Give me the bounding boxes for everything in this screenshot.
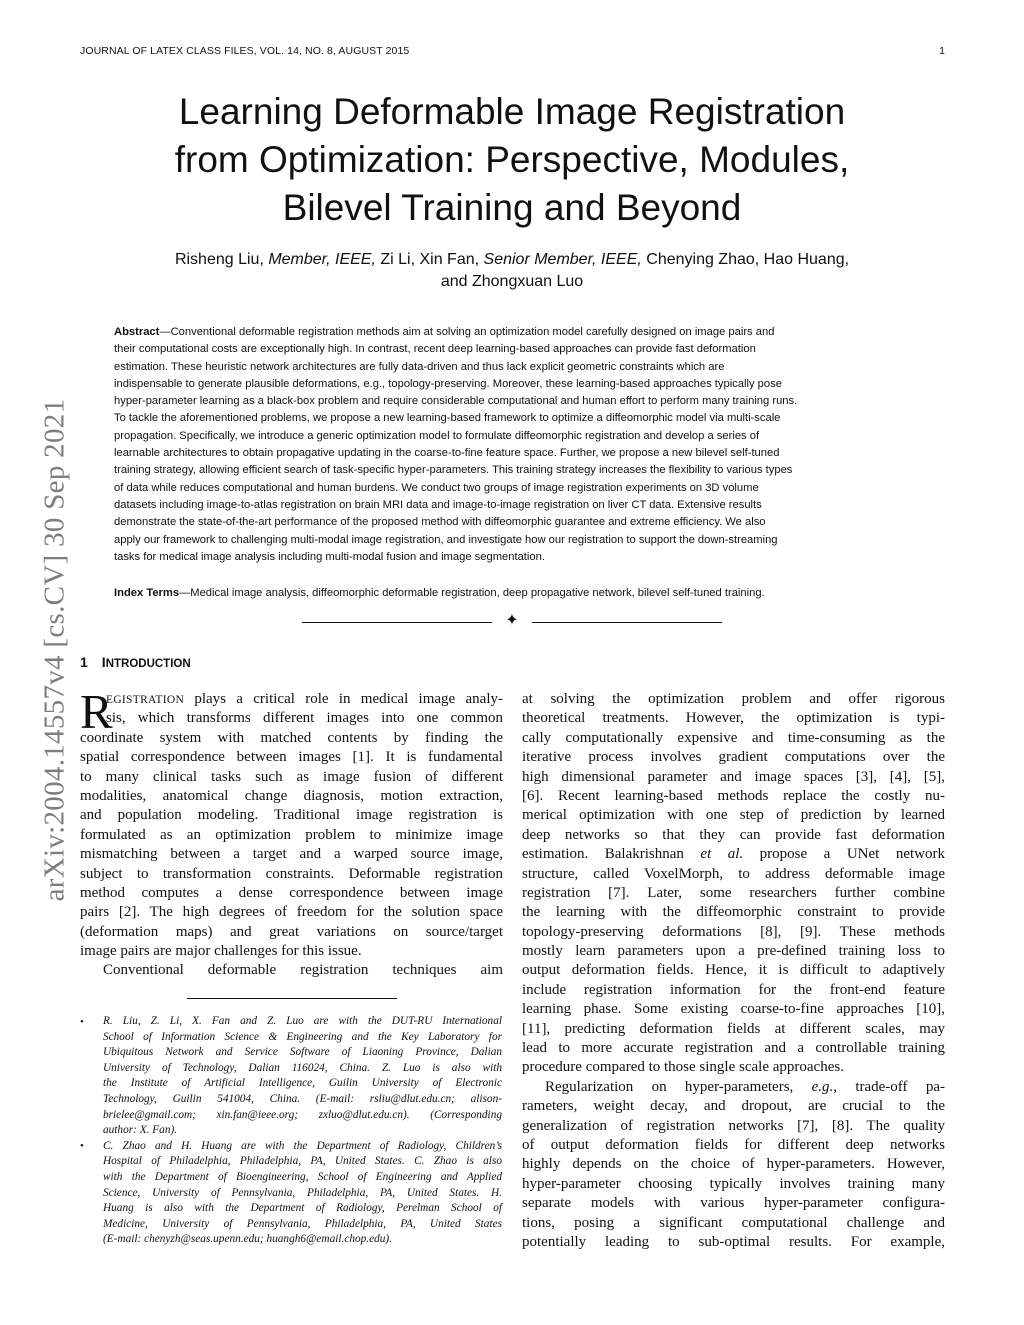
body-line: lead to more accurate registration and a controllable training — [522, 1040, 945, 1057]
body-line: rameters, weight decay, and dropout, are crucial to the — [522, 1098, 945, 1115]
body-text-italic: e.g. — [811, 1078, 834, 1095]
body-line: sis, which transforms different images into one common — [106, 710, 503, 727]
section-title-rest: NTRODUCTION — [105, 658, 191, 670]
abstract-label: Abstract — [114, 326, 160, 338]
body-line: Conventional deformable registration techniques aim — [103, 962, 503, 979]
body-line: image pairs are major challenges for this issue. — [80, 943, 362, 960]
left-column — [80, 690, 503, 981]
body-text: , trade-off pa- — [833, 1078, 945, 1095]
abstract-line — [114, 324, 914, 341]
body-line: topology-preserving deformations [8], [9]. These methods — [522, 923, 945, 940]
body-line: theoretical treatments. However, the optimization is typi- — [522, 710, 945, 727]
footnote-line: Ubiquitous Network and Service Software of Liaoning Province, Dalian — [103, 1046, 502, 1059]
title-line: Learning Deformable Image Registration — [178, 91, 846, 132]
abstract-text: —Conventional deformable registration methods aim at solving an optimization model carefully designed on image pairs and — [159, 326, 775, 338]
body-line: high dimensional parameter and image spaces [3], [4], [5], — [522, 768, 945, 785]
author-affiliation-title: Senior Member, IEEE, — [483, 251, 642, 268]
body-line — [522, 1078, 945, 1097]
separator-line-right — [532, 622, 722, 623]
footnote-line: (E-mail: chenyzh@seas.upenn.edu; huangh6@email.chop.edu). — [103, 1233, 393, 1246]
body-line: iterative process involves gradient computations over the — [522, 749, 945, 766]
body-line: highly depends on the choice of hyper-parameters. However, — [522, 1156, 945, 1173]
arxiv-identifier[interactable]: arXiv:2004.14557v4 [cs.CV] 30 Sep 2021 — [38, 398, 71, 902]
separator-star-icon: ✦ — [505, 612, 519, 629]
body-text: plays a critical role in medical image analy- — [184, 691, 503, 707]
section-heading-introduction — [80, 654, 191, 670]
separator-line-left — [302, 622, 492, 623]
title-line: from Optimization: Perspective, Modules, — [174, 139, 850, 180]
footnote-line: with the Department of Bioengineering, School of Engineering and Applied — [103, 1170, 502, 1183]
body-line: structure, called VoxelMorph, to address deformable image — [522, 865, 945, 882]
footnote-line: Hospital of Philadelphia, Philadelphia, PA, United States. C. Zhao is also — [103, 1155, 502, 1168]
abstract — [114, 324, 914, 566]
abstract-line: apply our framework to challenging multi-modal image registration, and investigate how our registration to support the down-streaming — [114, 533, 778, 546]
body-line: learning phase. Some existing coarse-to-fine approaches [10], — [522, 1001, 945, 1018]
abstract-line: training strategy, allowing efficient search of task-specific hyper-parameters. This training strategy increases the flexibility to various types — [114, 464, 793, 477]
body-line: potentially leading to sub-optimal results. For example, — [522, 1233, 945, 1250]
footnote-rule — [187, 998, 397, 999]
title-line: Bilevel Training and Beyond — [282, 187, 742, 228]
body-line: pairs [2]. The high degrees of freedom for the solution space — [80, 904, 503, 921]
footnote-line: Huang is also with the Department of Radiology, Perelman School of — [103, 1202, 502, 1215]
running-header: JOURNAL OF LATEX CLASS FILES, VOL. 14, NO. 8, AUGUST 2015 — [80, 45, 410, 57]
abstract-line: tasks for medical image analysis including multi-modal fusion and image segmentation. — [114, 550, 545, 563]
body-line: (deformation maps) and great variations on source/target — [80, 923, 503, 940]
body-line: procedure compared to those single scale approaches. — [522, 1059, 844, 1076]
abstract-line: of data while reduces computational and human burdens. We conduct two groups of image registration experiments on 3D volume — [114, 481, 759, 494]
body-line: coordinate system with matched contents by finding the — [80, 729, 503, 746]
body-line: merical optimization with one step of prediction by learned — [522, 807, 945, 824]
footnote-line: brielee@gmail.com; xin.fan@ieee.org; zxluo@dlut.edu.cn). (Corresponding — [103, 1108, 502, 1121]
body-line: of output deformation fields for different deep networks — [522, 1136, 945, 1153]
right-column — [522, 690, 945, 1252]
abstract-line: To tackle the aforementioned problems, we propose a new learning-based framework to optimize a diffeomorphic model via multi-scale — [114, 412, 781, 425]
body-text: propose a UNet network — [743, 846, 945, 863]
section-number: 1 — [80, 654, 88, 670]
body-line: deep networks so that they can provide fast deformation — [522, 826, 945, 843]
body-line: separate models with various hyper-parameter configura- — [522, 1195, 945, 1212]
author-text: Risheng Liu, — [174, 251, 269, 268]
section-title-initial: I — [101, 654, 106, 670]
body-text: estimation. Balakrishnan — [522, 846, 701, 863]
body-line: hyper-parameter choosing typically involves training many — [522, 1175, 945, 1192]
body-line: subject to transformation constraints. Deformable registration — [80, 865, 503, 882]
author-list — [100, 249, 924, 293]
paper-title — [100, 88, 924, 232]
footnote-bullet-icon: • — [80, 1140, 84, 1152]
body-line: registration [7]. Later, some researchers further combine — [522, 884, 945, 901]
body-line: mostly learn parameters upon a pre-defined training loss to — [522, 943, 945, 960]
body-line: spatial correspondence between images [1]. It is fundamental — [80, 749, 503, 766]
body-text: Regularization on hyper-parameters, — [545, 1078, 812, 1095]
footnote-line: C. Zhao and H. Huang are with the Department of Radiology, Children’s — [103, 1139, 502, 1152]
author-text: Chenying Zhao, Hao Huang, — [641, 251, 850, 268]
footnote-line: R. Liu, Z. Li, X. Fan and Z. Luo are with the DUT-RU International — [103, 1015, 502, 1027]
abstract-line: demonstrate the state-of-the-art performance of the proposed method with diffeomorphic guarantee and extreme efficiency. We also — [114, 516, 766, 529]
body-line: formulated as an optimization problem to minimize image — [80, 826, 503, 843]
page-number: 1 — [939, 45, 945, 57]
body-line: at solving the optimization problem and offer rigorous — [522, 691, 945, 707]
abstract-line: their computational costs are exceptionally high. In contrast, recent deep learning-based approaches can provide fast deformation — [114, 343, 756, 356]
footnote-line: Technology, Guilin 541004, China. (E-mail: rsliu@dlut.edu.cn; alison- — [103, 1092, 502, 1105]
body-line: output deformation fields. Hence, it is difficult to adaptively — [522, 962, 945, 979]
body-text-italic: et al. — [700, 846, 744, 863]
body-line — [522, 845, 945, 864]
index-terms-text: —Medical image analysis, diffeomorphic deformable registration, deep propagative network, bilevel self-tuned training. — [179, 587, 765, 599]
abstract-line: propagation. Specifically, we introduce a generic optimization model to formulate diffeomorphic registration and develop a series of — [114, 429, 760, 442]
author-line-1 — [100, 249, 924, 271]
first-word-smallcaps: EGISTRATION — [106, 694, 185, 706]
index-terms — [114, 585, 914, 602]
footnotes — [103, 1014, 502, 1248]
footnote-line: School of Information Science & Engineering and the Key Laboratory for — [103, 1030, 502, 1043]
index-terms-label: Index Terms — [114, 587, 180, 599]
footnote-bullet-icon: • — [80, 1016, 84, 1028]
footnote-line: author: X. Fan). — [103, 1124, 178, 1137]
body-line: [6]. Recent learning-based methods replace the costly nu- — [522, 787, 945, 804]
drop-cap: R — [80, 684, 113, 739]
body-line: to many clinical tasks such as image fusion of different — [80, 768, 503, 785]
body-line: method computes a dense correspondence between image — [80, 884, 503, 901]
footnote-line: Science, University of Pennsylvania, Philadelphia, PA, United States. H. — [103, 1186, 502, 1199]
body-line: generalization of registration networks [7], [8]. The quality — [522, 1117, 945, 1134]
author-affiliation-title: Member, IEEE, — [268, 251, 376, 268]
body-line: tions, posing a significant computational challenge and — [522, 1214, 945, 1231]
author-text: Zi Li, Xin Fan, — [375, 251, 484, 268]
abstract-line: datasets including image-to-atlas registration on brain MRI data and image-to-image registration on liver CT data. Extensive results — [114, 498, 762, 511]
abstract-line: learnable architectures to obtain propagative updating in the coarse-to-fine feature space. Further, we propose a new bilevel self-tuned — [114, 447, 780, 460]
body-line: [11], predicting deformation fields at different scales, may — [522, 1020, 945, 1037]
footnote-line: University of Technology, Dalian 116024, China. Z. Luo is also with — [103, 1061, 502, 1074]
abstract-line: indispensable to generate plausible deformations, e.g., topology-preserving. Moreover, these learning-based approaches typically pose — [114, 377, 782, 390]
body-line: modalities, anatomical change diagnosis, motion extraction, — [80, 787, 503, 804]
footnote-line: Medicine, University of Pennsylvania, Philadelphia, PA, United States — [103, 1217, 502, 1230]
abstract-line: hyper-parameter learning as a black-box problem and require considerable computational and human effort to perform many training runs. — [114, 395, 798, 408]
abstract-line: estimation. These heuristic network architectures are fully data-driven and thus lack explicit geometric constraints which are — [114, 360, 725, 373]
body-line: include registration information for the front-end feature — [522, 981, 945, 998]
body-line: the learning with the diffeomorphic constraint to provide — [522, 904, 945, 921]
body-line: cally computationally expensive and time-consuming as the — [522, 729, 945, 746]
body-line: mismatching between a target and a warped source image, — [80, 846, 503, 863]
body-line — [106, 690, 503, 709]
body-line: and population modeling. Traditional image registration is — [80, 807, 503, 824]
footnote-line: the Institute of Artificial Intelligence, Guilin University of Electronic — [103, 1077, 502, 1090]
author-line-2: and Zhongxuan Luo — [440, 273, 584, 290]
